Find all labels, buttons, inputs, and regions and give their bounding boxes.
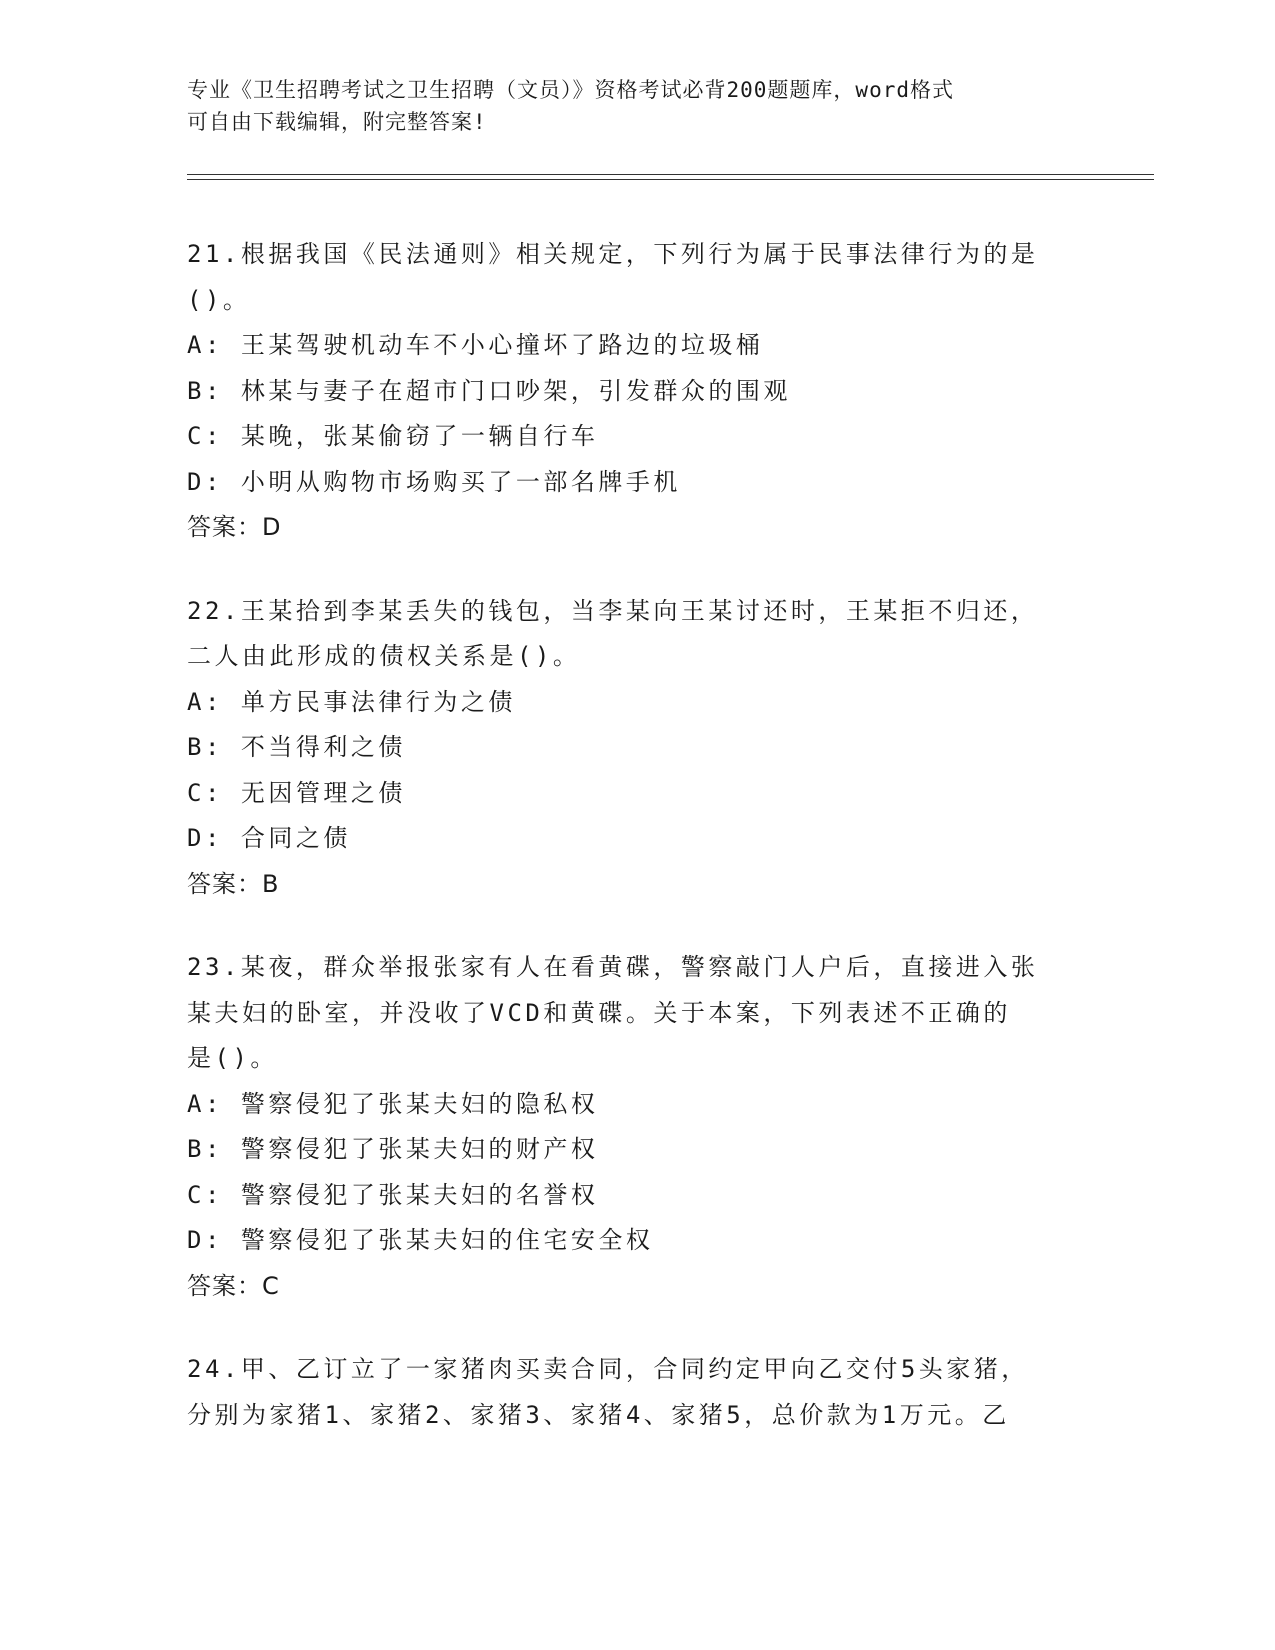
answer-line [187, 1264, 1087, 1310]
option-a: A: 单方民事法律行为之债 [187, 687, 516, 716]
question-stem-line: 二人由此形成的债权关系是()。 [187, 642, 581, 670]
question-stem-line: 是()。 [187, 1044, 278, 1072]
question-stem-line: 分别为家猪1、家猪2、家猪3、家猪4、家猪5，总价款为1万元。乙 [187, 1400, 1010, 1429]
question-stem-line: 22.王某拾到李某丢失的钱包，当李某向王某讨还时，王某拒不归还， [187, 596, 1039, 625]
page-header [187, 74, 1067, 138]
option-d: D: 合同之债 [187, 824, 351, 852]
question-stem-line: 某夫妇的卧室，并没收了VCD和黄碟。关于本案，下列表述不正确的 [187, 998, 1011, 1027]
option-b: B: 不当得利之债 [187, 733, 406, 761]
answer-line [187, 505, 1087, 551]
header-divider-bottom [187, 179, 1154, 180]
answer-label: 答案： [187, 513, 262, 541]
answer-label: 答案： [187, 869, 262, 898]
question-stem-line: 21.根据我国《民法通则》相关规定，下列行为属于民事法律行为的是 [187, 240, 1039, 268]
answer-value: C [262, 1271, 280, 1300]
question-stem-line: 23.某夜，群众举报张家有人在看黄碟，警察敲门人户后，直接进入张 [187, 953, 1039, 981]
answer-line [187, 862, 1087, 908]
header-title-line-1: 专业《卫生招聘考试之卫生招聘（文员）》资格考试必背200题题库，word格式 [187, 78, 954, 102]
option-b: B: 林某与妻子在超市门口吵架，引发群众的围观 [187, 376, 791, 405]
question-24 [187, 1347, 1087, 1438]
option-c: C: 无因管理之债 [187, 778, 406, 807]
answer-value: D [262, 513, 282, 541]
option-a: A: 王某驾驶机动车不小心撞坏了路边的垃圾桶 [187, 331, 764, 359]
question-22 [187, 589, 1087, 908]
option-c: C: 警察侵犯了张某夫妇的名誉权 [187, 1180, 599, 1209]
header-divider-top [187, 174, 1154, 175]
answer-value: B [262, 869, 280, 898]
option-b: B: 警察侵犯了张某夫妇的财产权 [187, 1135, 599, 1163]
answer-label: 答案： [187, 1271, 262, 1300]
header-title-line-2: 可自由下载编辑，附完整答案! [187, 110, 487, 134]
question-23 [187, 945, 1087, 1309]
question-stem-line: ()。 [187, 285, 251, 314]
question-stem-line: 24.甲、乙订立了一家猪肉买卖合同，合同约定甲向乙交付5头家猪， [187, 1355, 1029, 1383]
question-21 [187, 232, 1087, 551]
option-a: A: 警察侵犯了张某夫妇的隐私权 [187, 1089, 599, 1118]
option-d: D: 小明从购物市场购买了一部名牌手机 [187, 467, 681, 496]
question-list [187, 232, 1087, 1476]
option-c: C: 某晚，张某偷窃了一辆自行车 [187, 422, 599, 450]
option-d: D: 警察侵犯了张某夫妇的住宅安全权 [187, 1226, 654, 1254]
